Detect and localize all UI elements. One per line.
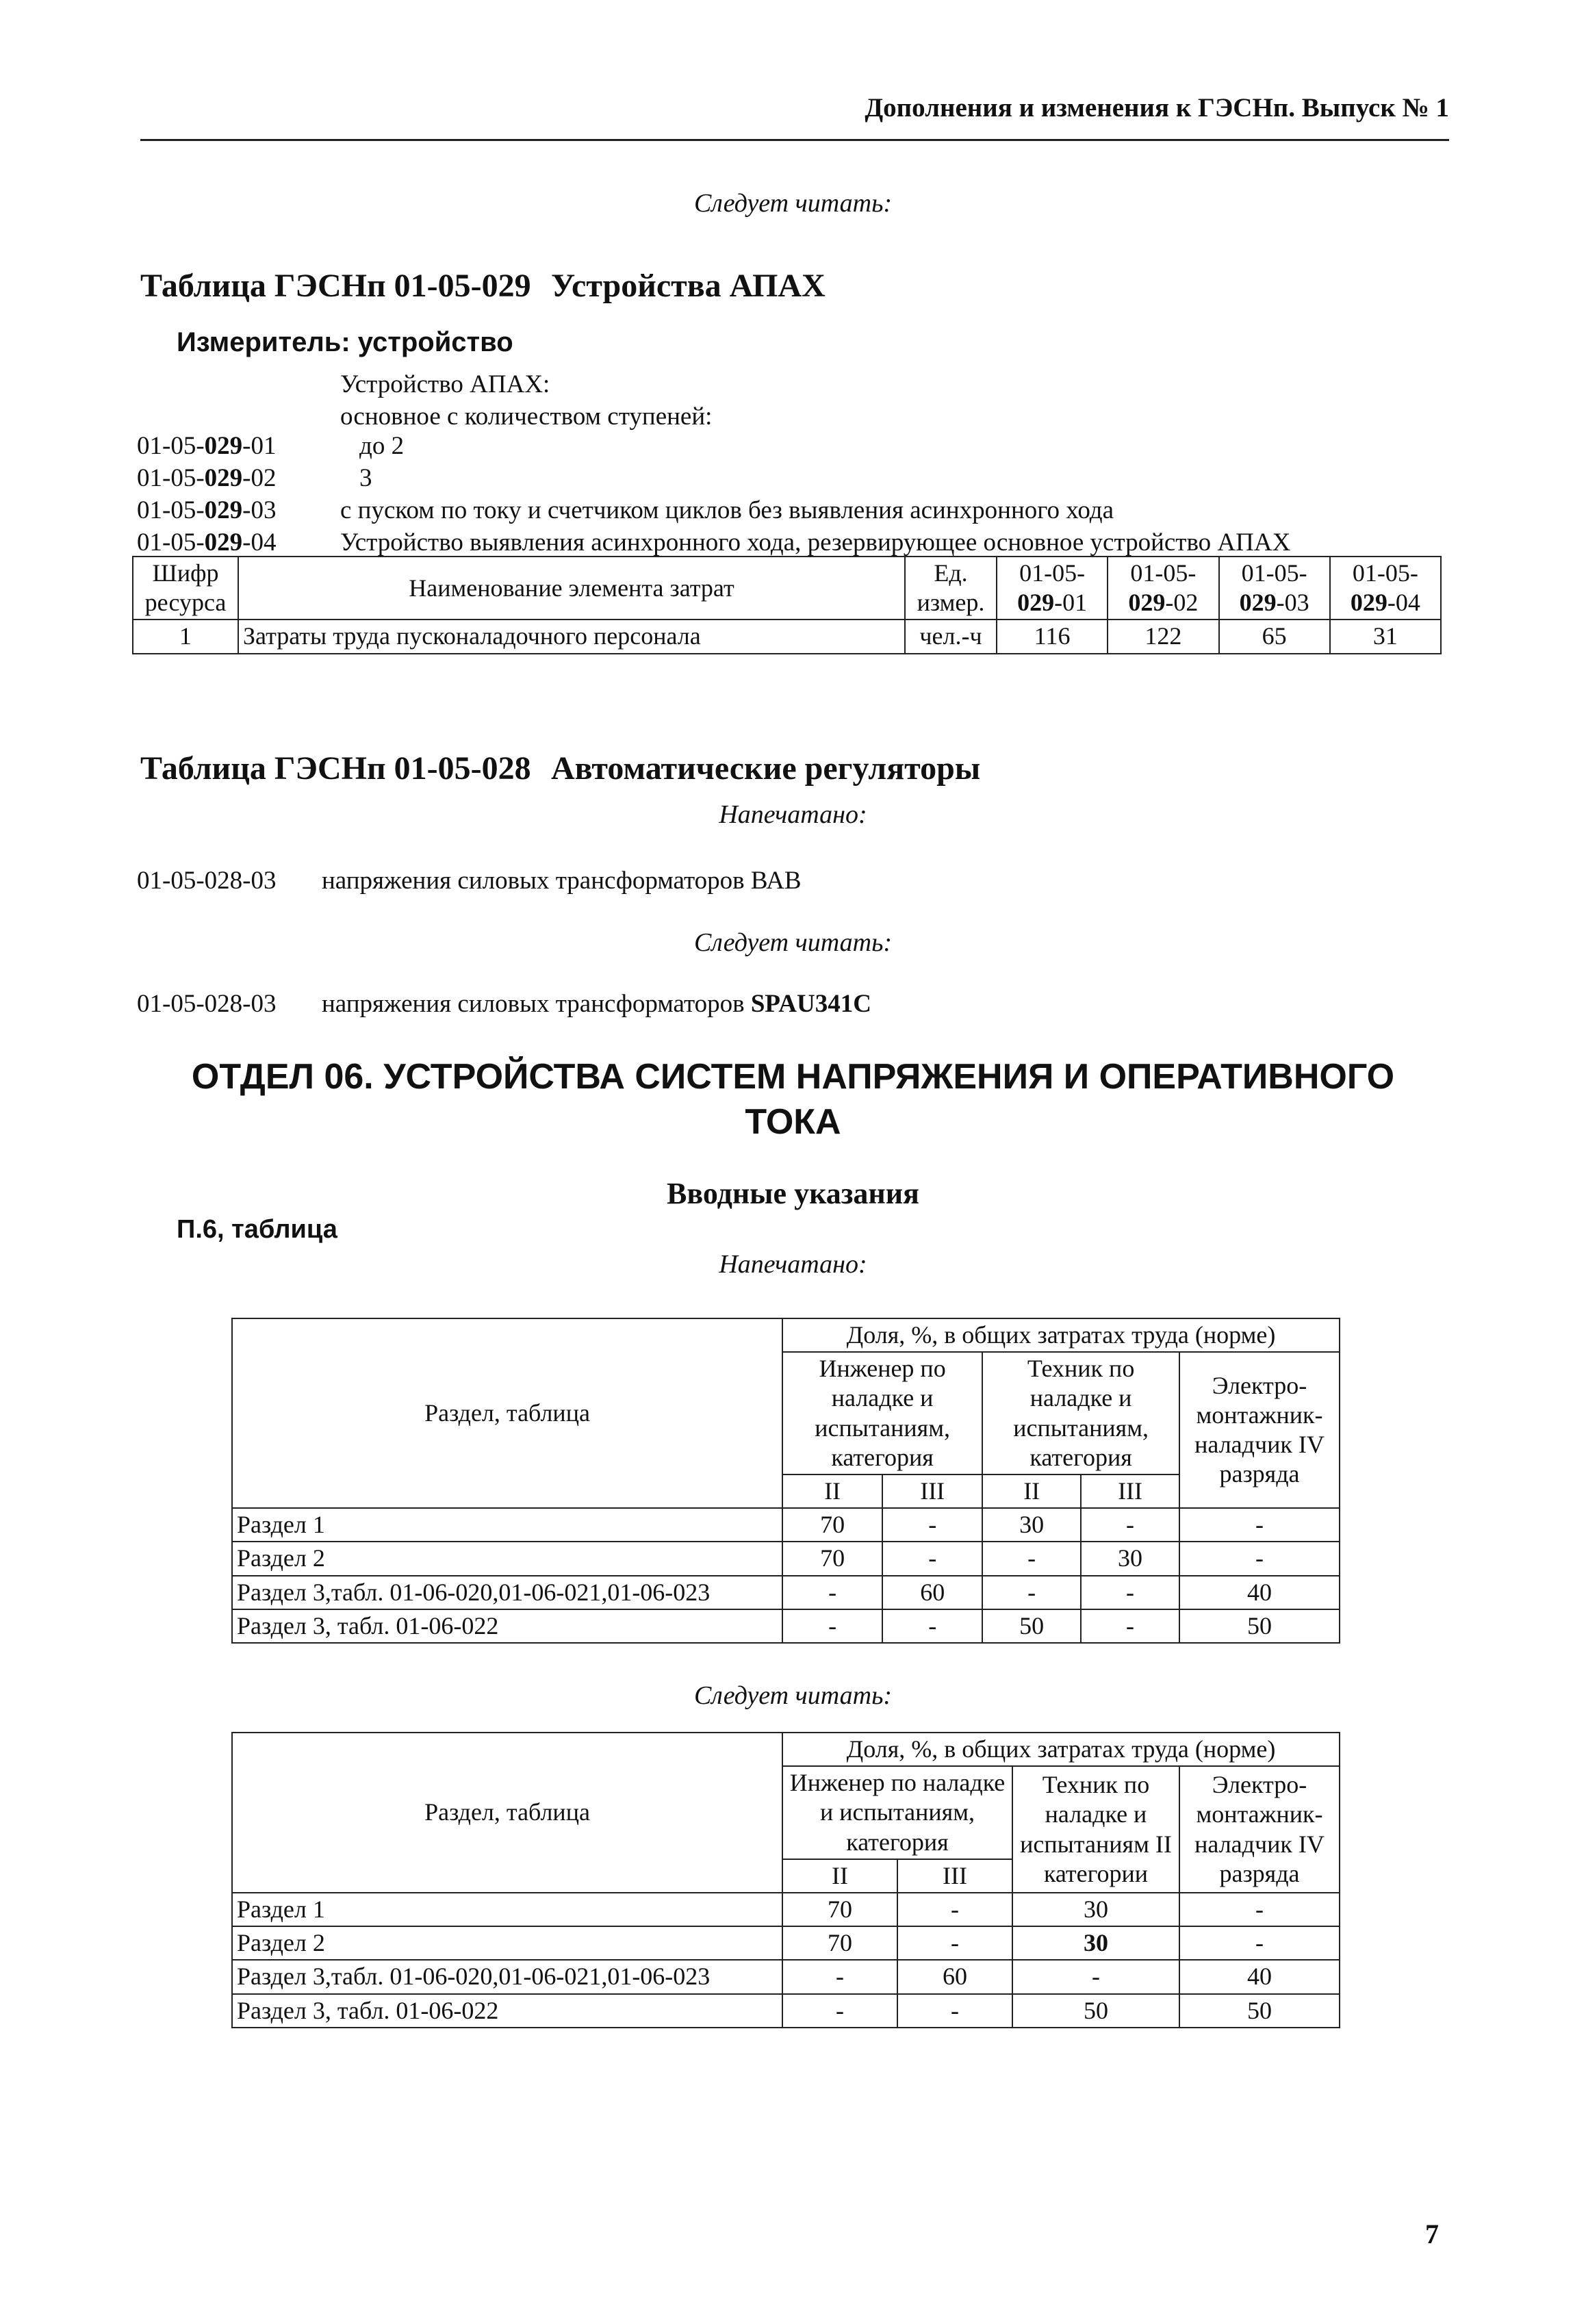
code-item: 01-05-029-03 с пуском по току и счетчиком циклов без выявления асинхронного хода: [137, 496, 1114, 524]
read-as-label: Следует читать:: [693, 928, 893, 957]
table-row: Раздел 3,табл. 01-06-020,01-06-021,01-06-023 - 60 - - 40: [232, 1576, 1340, 1609]
header-col-cell: 01-05- 029-03: [1219, 557, 1330, 620]
table-row: Раздел 2 70 - 30 -: [232, 1926, 1340, 1960]
header-col-cell: 01-05- 029-01: [997, 557, 1108, 620]
code-text: напряжения силовых трансформаторов SPAU341C: [322, 990, 871, 1018]
code-item: 01-05-028-03: [137, 990, 277, 1018]
table-row: Раздел 1 70 - 30 - -: [232, 1508, 1340, 1542]
table-label: Таблица ГЭСНп 01-05-029: [140, 268, 531, 304]
header-col-cell: 01-05- 029-02: [1108, 557, 1218, 620]
read-as-label: Следует читать:: [693, 1681, 893, 1710]
code-item: 01-05-029-02 3: [137, 464, 372, 492]
header-code-cell: Шифр ресурса: [133, 557, 238, 620]
running-header: Дополнения и изменения к ГЭСНп. Выпуск № 1: [865, 93, 1449, 123]
table-row: Раздел 2 70 - - 30 -: [232, 1542, 1340, 1575]
table-name: Устройства АПАХ: [551, 268, 826, 304]
printed-label: Напечатано:: [719, 800, 867, 829]
section-title: ОТДЕЛ 06. УСТРОЙСТВА СИСТЕМ НАПРЯЖЕНИЯ И ОПЕРАТИВНОГО ТОКА: [191, 1057, 1395, 1142]
table-name: Автоматические регуляторы: [551, 750, 981, 787]
table-row: 1 Затраты труда пусконаладочного персонала чел.-ч 116 122 65 31: [133, 620, 1441, 653]
printed-label: Напечатано:: [719, 1250, 867, 1279]
share-table-printed: Раздел, таблица Доля, %, в общих затратах труда (норме) Инженер по наладке и испытаниям, категория Техник по наладке и испытаниям, категория Электро-монтажник-наладчик IV разряда II III II III Раздел 1 70 - 30 - - Раздел 2 70 - - 30 - Раздел 3,табл. 01-06-020,01-06-021,01-06-023 - 60 - - 40 Раздел 3, табл. 01-06-022 - - 50 - 50: [231, 1318, 1340, 1644]
table-row: Раздел 3, табл. 01-06-022 - - 50 50: [232, 1994, 1340, 2028]
code-list: [137, 431, 1437, 560]
code-text: напряжения силовых трансформаторов ВАВ: [322, 867, 802, 895]
read-as-label: Следует читать:: [693, 189, 893, 218]
table-label: Таблица ГЭСНп 01-05-028: [140, 750, 531, 787]
header-rule: [140, 139, 1449, 141]
header-col-cell: 01-05- 029-04: [1330, 557, 1441, 620]
subsection-title: Вводные указания: [667, 1177, 919, 1210]
table-row: Раздел 3,табл. 01-06-020,01-06-021,01-06-023 - 60 - 40: [232, 1960, 1340, 1993]
meter-label: Измеритель: устройство: [177, 327, 513, 357]
header-name-cell: Наименование элемента затрат: [238, 557, 905, 620]
intro-line: основное с количеством ступеней:: [340, 403, 713, 431]
page-number: 7: [1425, 2219, 1439, 2249]
intro-line: Устройство АПАХ:: [340, 370, 550, 398]
table-row: Раздел 1 70 - 30 -: [232, 1893, 1340, 1926]
share-table-corrected: Раздел, таблица Доля, %, в общих затратах труда (норме) Инженер по наладке и испытаниям, категория Техник по наладке и испытаниям II категории Электро-монтажник-наладчик IV разряда II III Раздел 1 70 - 30 - Раздел 2 70 - 30 - Раздел 3,табл. 01-06-020,01-06-021,01-06-023 - 60 - 40 Раздел 3, табл. 01-06-022 - - 50 50: [231, 1732, 1340, 2028]
table-row: Раздел 3, табл. 01-06-022 - - 50 - 50: [232, 1609, 1340, 1643]
code-item: 01-05-029-01 до 2: [137, 432, 405, 460]
code-item: 01-05-029-04 Устройство выявления асинхронного хода, резервирующее основное устройство АПАХ: [137, 528, 1291, 557]
header-unit-cell: Ед. измер.: [905, 557, 997, 620]
reference-label: П.6, таблица: [177, 1215, 337, 1244]
resource-table: [132, 556, 1442, 654]
code-item: 01-05-028-03: [137, 867, 277, 895]
